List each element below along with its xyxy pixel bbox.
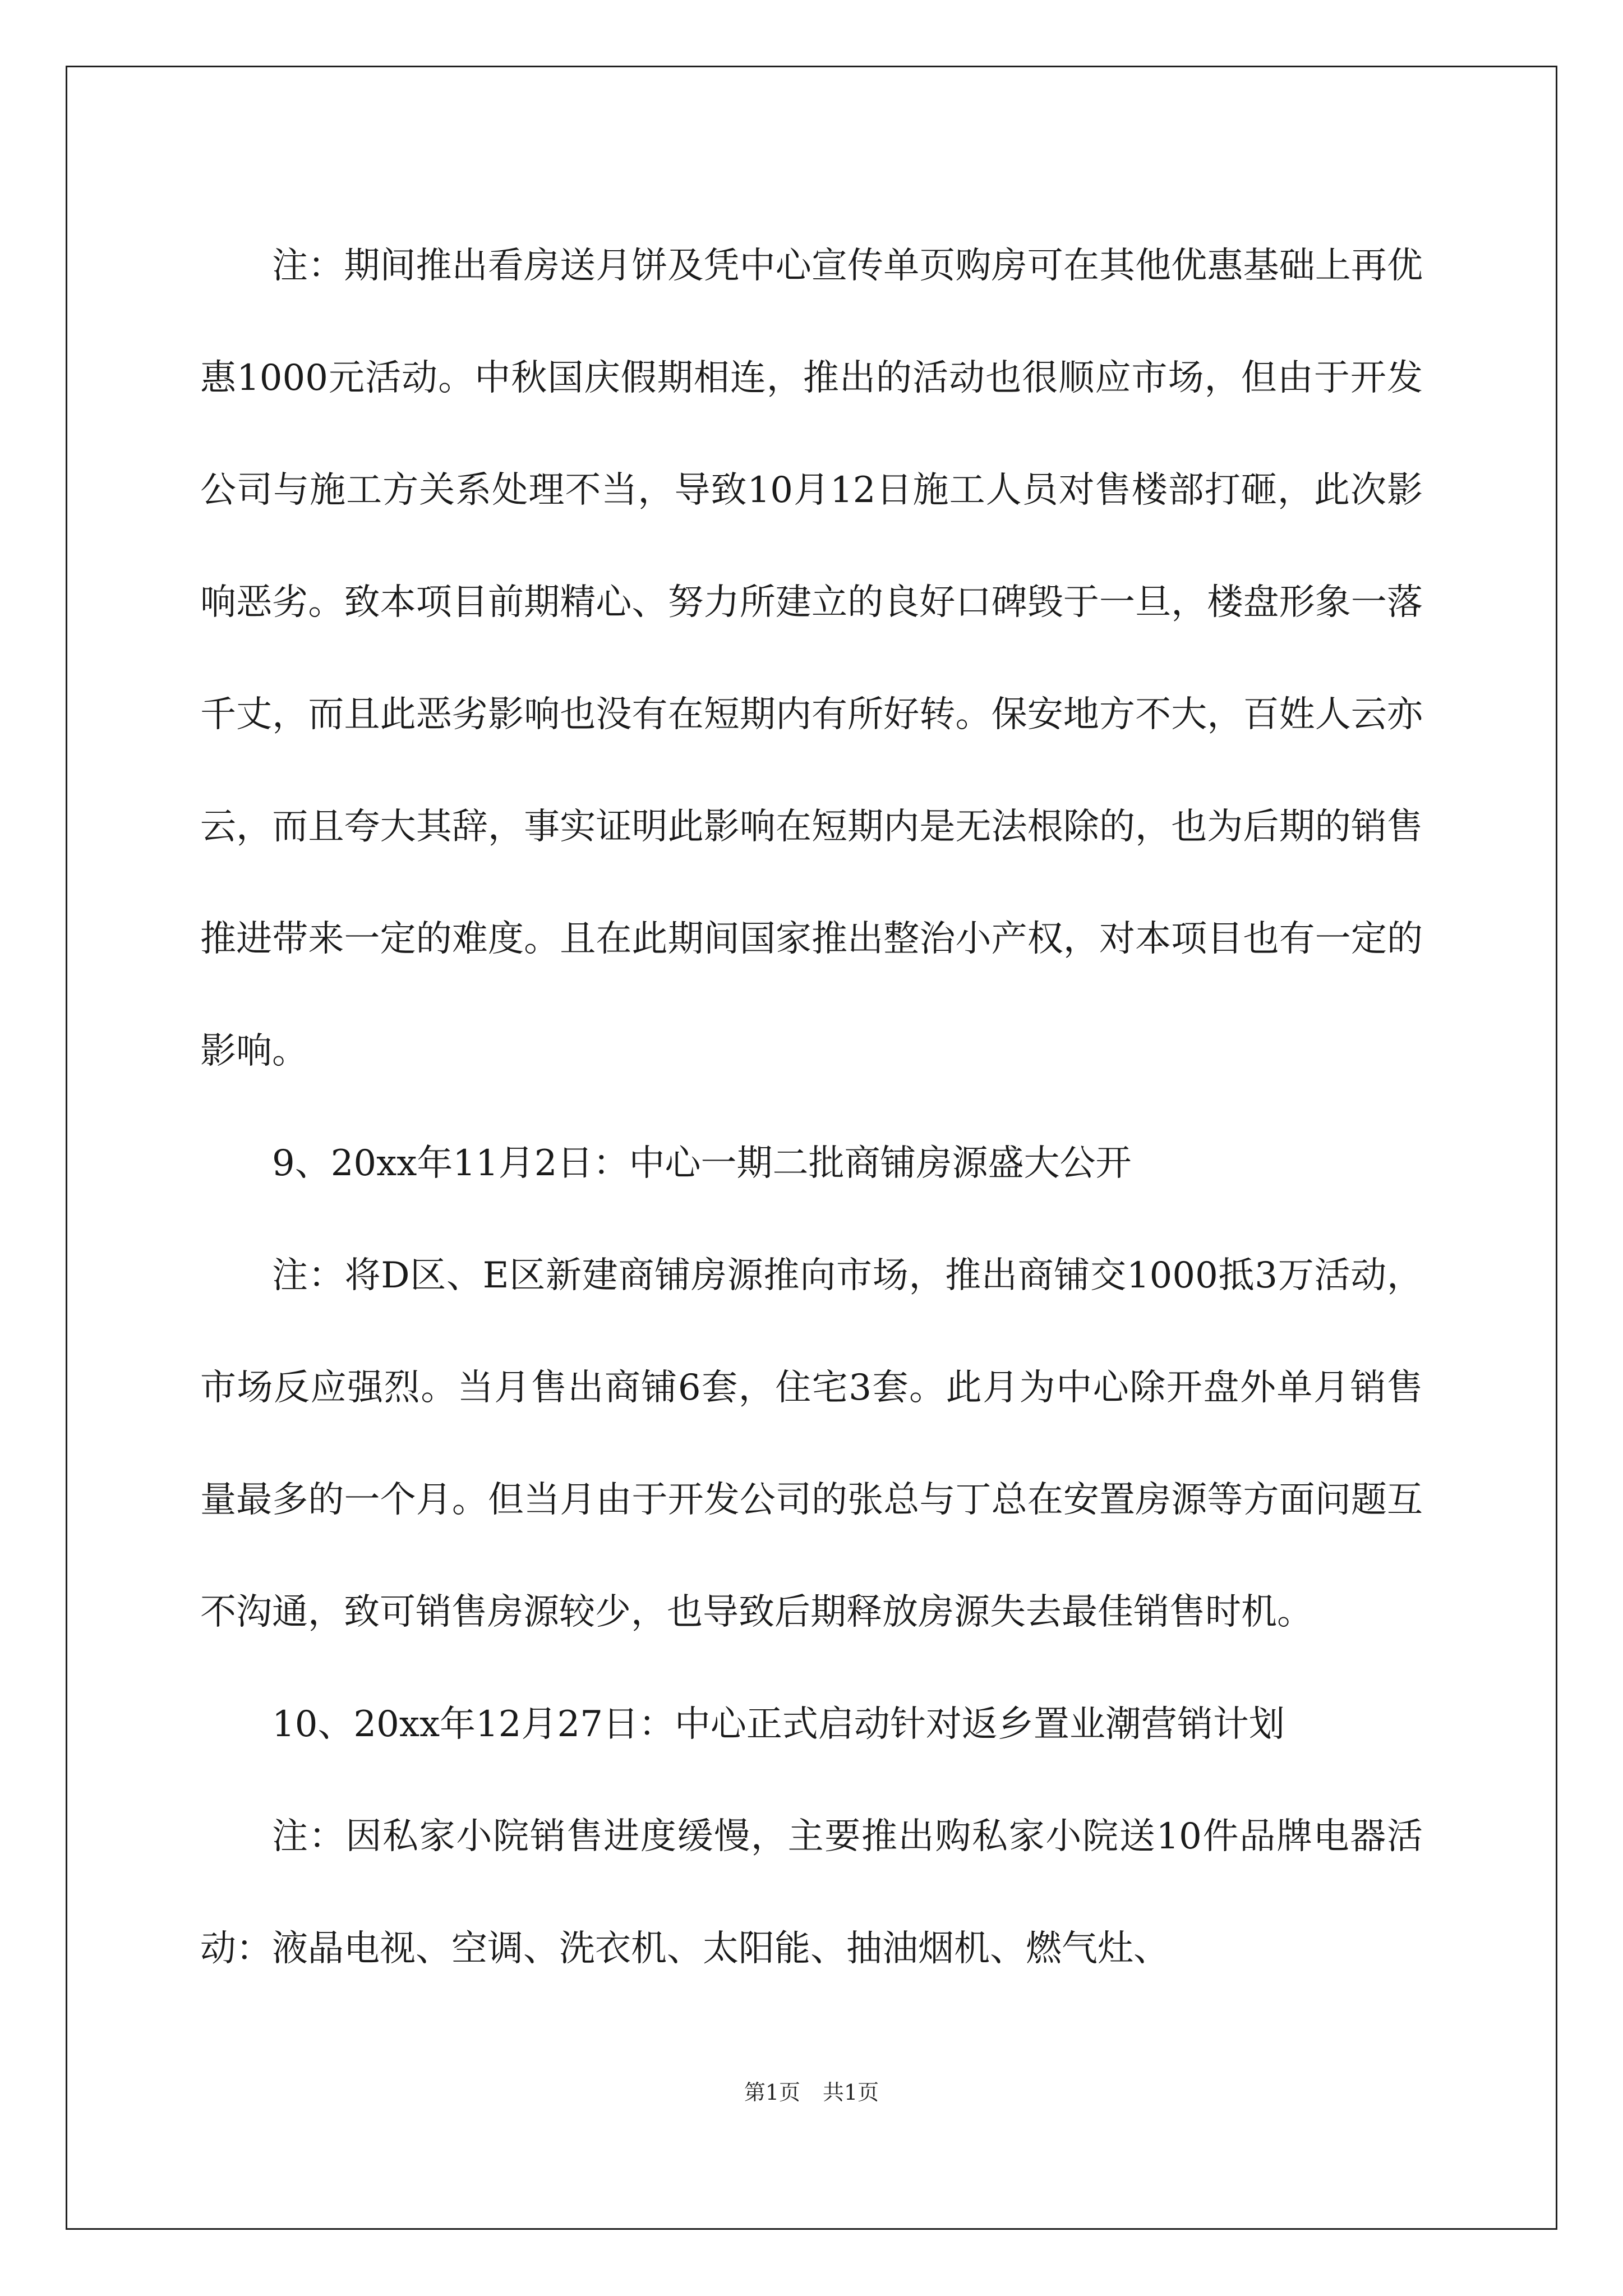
page-total: 共1页 [823, 2080, 879, 2105]
paragraph-item-10: 10、20xx年12月27日：中心正式启动针对返乡置业潮营销计划 [272, 1704, 1285, 1745]
paragraph-note-shops: 注：将D区、E区新建商铺房源推向市场，推出商铺交1000抵3万活动，市场反应强烈。当月售出商铺6套，住宅3套。此月为中心除开盘外单月销售量最多的一个月。但当月由于开发公司的张总与丁总在安置房源等方面问题互不沟通，致可销售房源较少，也导致后期释放房源失去最佳销售时机。 [200, 1255, 1423, 1633]
paragraph-note-courtyard: 注：因私家小院销售进度缓慢，主要推出购私家小院送10件品牌电器活动：液晶电视、空调、洗衣机、太阳能、抽油烟机、燃气灶、 [200, 1816, 1423, 1970]
page-number: 第1页 [744, 2080, 800, 2105]
paragraph-item-9: 9、20xx年11月2日：中心一期二批商铺房源盛大公开 [272, 1143, 1132, 1184]
page-footer [0, 2076, 1623, 2109]
paragraph-note-promotion: 注：期间推出看房送月饼及凭中心宣传单页购房可在其他优惠基础上再优惠1000元活动。中秋国庆假期相连，推出的活动也很顺应市场，但由于开发公司与施工方关系处理不当，导致10月12日施工人员对售楼部打砸，此次影响恶劣。致本项目前期精心、努力所建立的良好口碑毁于一旦，楼盘形象一落千丈，而且此恶劣影响也没有在短期内有所好转。保安地方不大，百姓人云亦云，而且夸大其辞，事实证明此影响在短期内是无法根除的，也为后期的销售推进带来一定的难度。且在此期间国家推出整治小产权，对本项目也有一定的影响。 [200, 245, 1423, 1072]
document-body [200, 210, 1423, 2005]
